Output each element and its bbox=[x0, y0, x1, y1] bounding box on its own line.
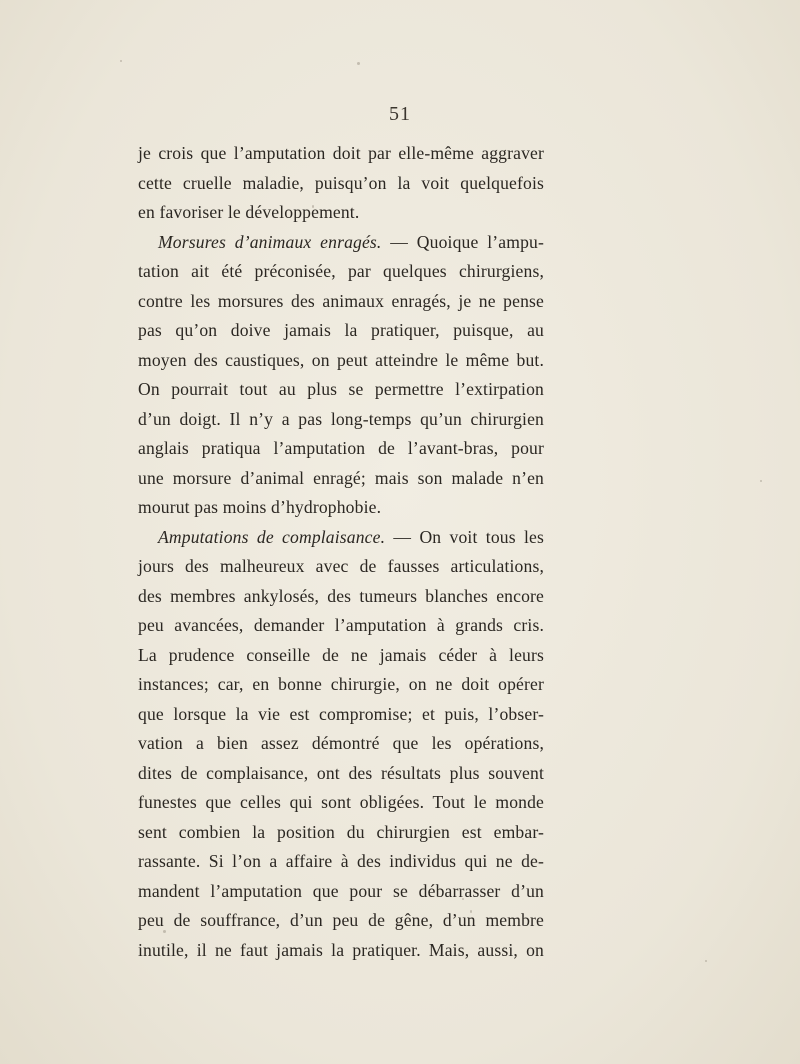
text-line bbox=[138, 582, 544, 612]
text-line bbox=[138, 936, 544, 966]
text-line bbox=[138, 434, 544, 464]
line-text: que lorsque la vie est compromise; et puis, l’obser- bbox=[138, 703, 544, 724]
line-text: contre les morsures des animaux enragés, je ne pense bbox=[138, 290, 544, 311]
line-text: pas qu’on doive jamais la pratiquer, puisque, au bbox=[138, 320, 544, 340]
line-text: en favoriser le développement. bbox=[138, 202, 360, 222]
line-text: vation a bien assez démontré que les opérations, bbox=[138, 733, 544, 753]
line-text: anglais pratiqua l’amputation de l’avant-bras, pour bbox=[138, 438, 544, 458]
line-text: d’un doigt. Il n’y a pas long-temps qu’un chirurgien bbox=[138, 408, 544, 429]
italic-heading: Amputations de complaisance. bbox=[158, 526, 386, 547]
text-line bbox=[138, 405, 544, 435]
page-number: 51 bbox=[389, 103, 411, 125]
line-text: jours des malheureux avec de fausses articulations, bbox=[138, 556, 544, 576]
text-line bbox=[138, 493, 544, 523]
text-line bbox=[138, 139, 544, 169]
line-text: peu avancées, demander l’amputation à grands cris. bbox=[138, 615, 544, 635]
line-text: instances; car, en bonne chirurgie, on ne doit opérer bbox=[138, 674, 544, 694]
text-line bbox=[138, 257, 544, 287]
line-text: peu de souffrance, d’un peu de gêne, d’un membre bbox=[138, 910, 544, 930]
line-text: des membres ankylosés, des tumeurs blanches encore bbox=[138, 585, 544, 606]
text-line bbox=[138, 346, 544, 376]
text-line bbox=[138, 611, 544, 641]
text-line bbox=[138, 847, 544, 877]
line-text: une morsure d’animal enragé; mais son malade n’en bbox=[138, 467, 544, 488]
italic-heading: Morsures d’animaux enragés. bbox=[158, 231, 382, 252]
text-line bbox=[138, 523, 544, 553]
line-text: dites de complaisance, ont des résultats plus souvent bbox=[138, 762, 544, 783]
line-text: On pourrait tout au plus se permettre l’extirpation bbox=[138, 379, 544, 399]
text-line bbox=[138, 228, 544, 258]
line-text: — Quoique l’ampu- bbox=[381, 231, 544, 252]
line-text: mourut pas moins d’hydrophobie. bbox=[138, 497, 382, 517]
line-text: cette cruelle maladie, puisqu’on la voit quelquefois bbox=[138, 172, 544, 193]
text-line bbox=[138, 287, 544, 317]
text-line bbox=[138, 375, 544, 405]
text-line bbox=[138, 818, 544, 848]
text-line bbox=[138, 759, 544, 789]
text-line bbox=[138, 641, 544, 671]
line-text: moyen des caustiques, on peut atteindre le même but. bbox=[138, 349, 544, 370]
text-line bbox=[138, 198, 544, 228]
line-text: inutile, il ne faut jamais la pratiquer. Mais, aussi, on bbox=[138, 939, 544, 960]
text-line bbox=[138, 169, 544, 199]
line-text: mandent l’amputation que pour se débarrasser d’un bbox=[138, 880, 544, 901]
line-text: je crois que l’amputation doit par elle-même aggraver bbox=[138, 143, 544, 163]
text-line bbox=[138, 729, 544, 759]
line-text: La prudence conseille de ne jamais céder à leurs bbox=[138, 644, 544, 665]
text-line bbox=[138, 906, 544, 936]
line-text: rassante. Si l’on a affaire à des individus qui ne de- bbox=[138, 851, 544, 871]
text-line bbox=[138, 552, 544, 582]
text-line bbox=[138, 700, 544, 730]
text-line bbox=[138, 877, 544, 907]
line-text: sent combien la position du chirurgien est embar- bbox=[138, 821, 544, 842]
line-text: — On voit tous les bbox=[385, 526, 544, 547]
text-line bbox=[138, 670, 544, 700]
text-line bbox=[138, 316, 544, 346]
text-line bbox=[138, 464, 544, 494]
text-line bbox=[138, 788, 544, 818]
line-text: funestes que celles qui sont obligées. Tout le monde bbox=[138, 792, 544, 812]
line-text: tation ait été préconisée, par quelques chirurgiens, bbox=[138, 261, 544, 281]
body-text bbox=[138, 139, 544, 965]
